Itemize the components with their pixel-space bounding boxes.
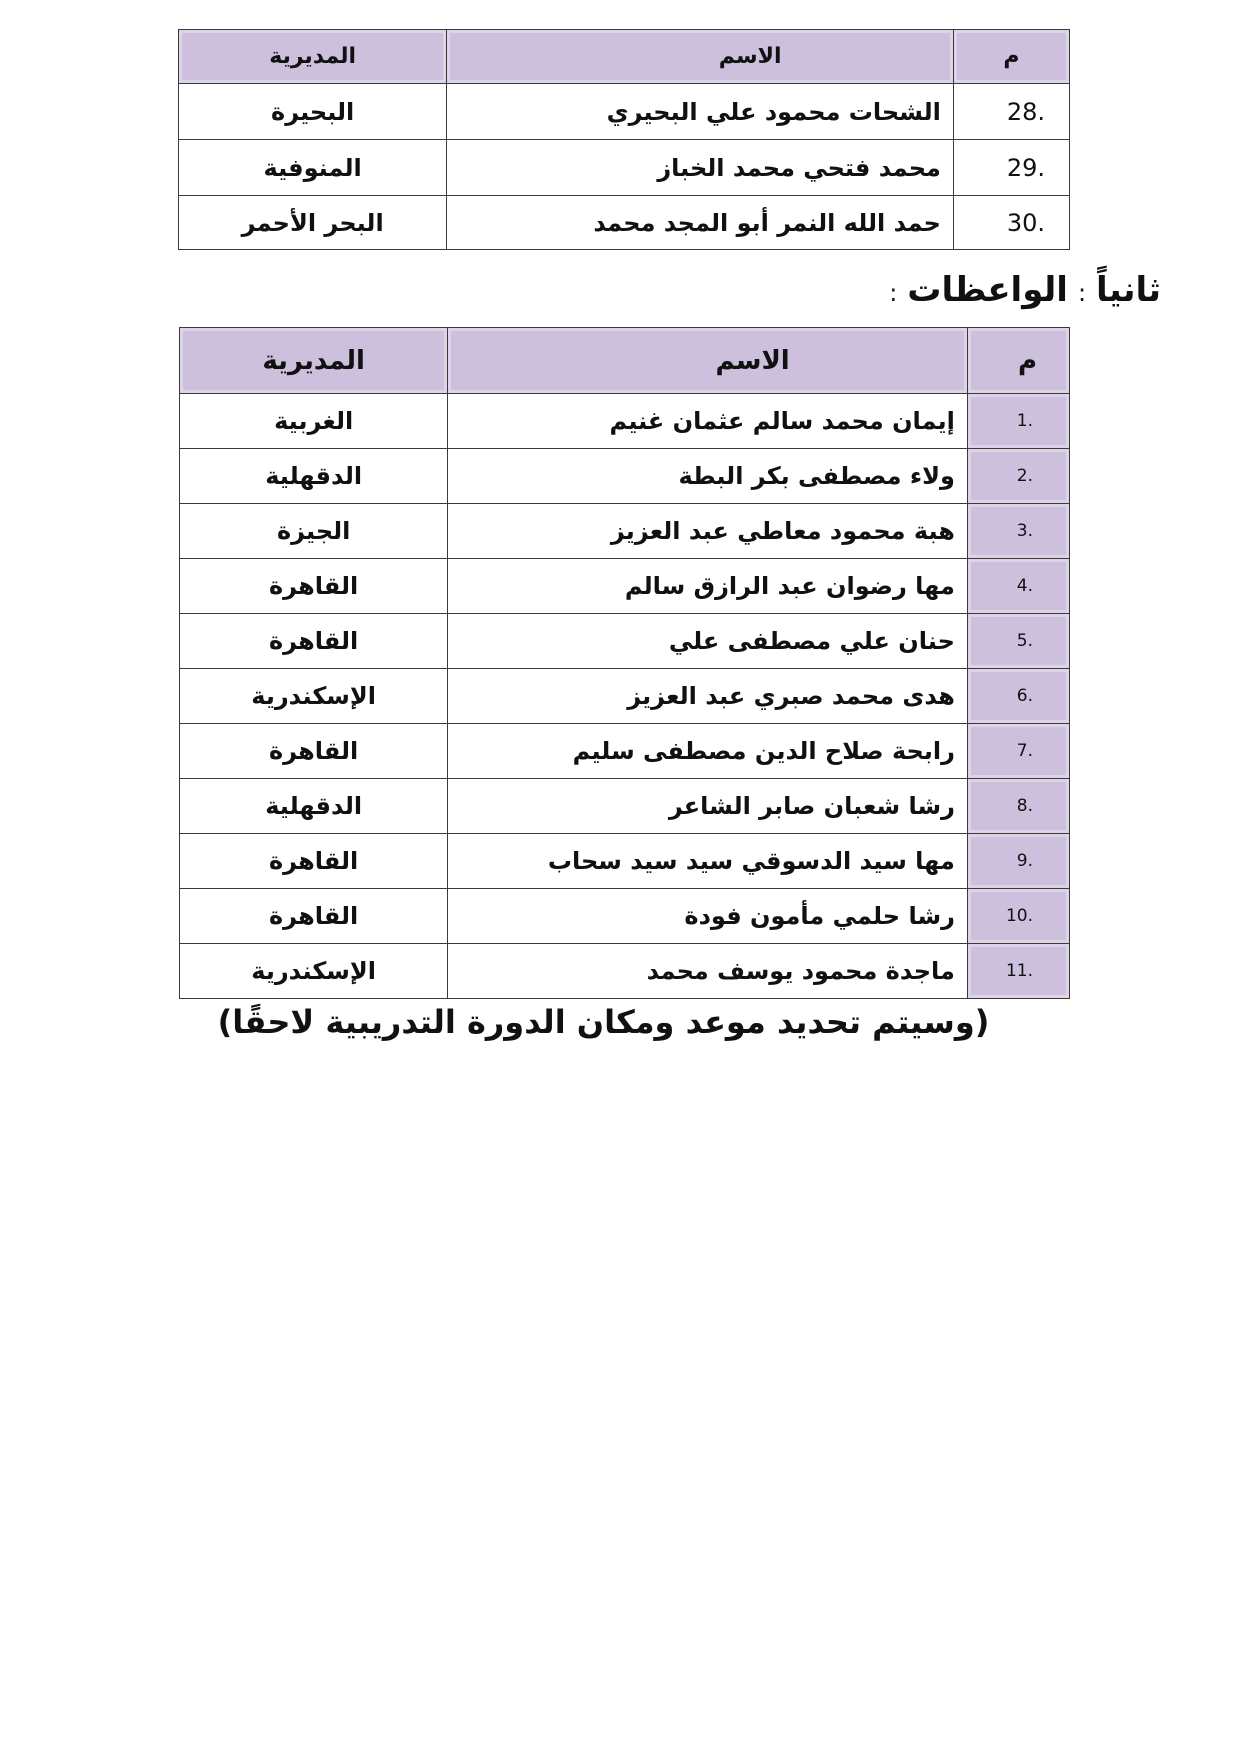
row-number: 10. (967, 889, 1069, 944)
previous-list-table (178, 29, 1070, 250)
table-row (179, 140, 1070, 196)
row-name: حنان علي مصطفى علي (448, 614, 968, 669)
row-name: هدى محمد صبري عبد العزيز (448, 669, 968, 724)
row-directorate: الإسكندرية (180, 669, 448, 724)
row-name: مها سيد الدسوقي سيد سيد سحاب (448, 834, 968, 889)
row-number: 9. (967, 834, 1069, 889)
table-row (180, 724, 1070, 779)
row-name: ماجدة محمود يوسف محمد (448, 944, 968, 999)
table-row (180, 614, 1070, 669)
row-number: 2. (967, 449, 1069, 504)
row-number: 6. (967, 669, 1069, 724)
row-directorate: الإسكندرية (180, 944, 448, 999)
table-row (179, 84, 1070, 140)
row-directorate: الدقهلية (180, 449, 448, 504)
row-number: 28. (953, 84, 1069, 140)
table-header-row (180, 328, 1070, 394)
header-directorate: المديرية (179, 30, 447, 84)
header-number: م (953, 30, 1069, 84)
row-directorate: القاهرة (180, 724, 448, 779)
row-name: إيمان محمد سالم عثمان غنيم (448, 394, 968, 449)
table-header-row (179, 30, 1070, 84)
row-number: 4. (967, 559, 1069, 614)
table-row (180, 449, 1070, 504)
row-directorate: المنوفية (179, 140, 447, 196)
row-directorate: القاهرة (180, 559, 448, 614)
section-heading (889, 270, 1161, 310)
row-directorate: البحيرة (179, 84, 447, 140)
row-number: 30. (953, 196, 1069, 250)
row-name: رشا حلمي مأمون فودة (448, 889, 968, 944)
footer-note: (وسيتم تحديد موعد ومكان الدورة التدريبية لاحقًا) (217, 1003, 990, 1041)
table-row (180, 559, 1070, 614)
row-name: محمد فتحي محمد الخباز (447, 140, 954, 196)
row-name: حمد الله النمر أبو المجد محمد (447, 196, 954, 250)
row-directorate: الدقهلية (180, 779, 448, 834)
row-directorate: القاهرة (180, 889, 448, 944)
row-number: 5. (967, 614, 1069, 669)
table-row (180, 669, 1070, 724)
row-name: ولاء مصطفى بكر البطة (448, 449, 968, 504)
header-number: م (967, 328, 1069, 394)
row-number: 29. (953, 140, 1069, 196)
row-name: رشا شعبان صابر الشاعر (448, 779, 968, 834)
table-row (180, 779, 1070, 834)
row-name: الشحات محمود علي البحيري (447, 84, 954, 140)
row-number: 8. (967, 779, 1069, 834)
row-name: رابحة صلاح الدين مصطفى سليم (448, 724, 968, 779)
row-directorate: البحر الأحمر (179, 196, 447, 250)
section-suffix: : (889, 279, 898, 307)
table-row (180, 394, 1070, 449)
preachers-table (179, 327, 1070, 999)
row-directorate: القاهرة (180, 614, 448, 669)
row-directorate: الجيزة (180, 504, 448, 559)
row-number: 11. (967, 944, 1069, 999)
section-prefix: ثانياً (1096, 270, 1161, 310)
table-row (180, 944, 1070, 999)
table-row (180, 504, 1070, 559)
header-name: الاسم (448, 328, 968, 394)
table-row (180, 889, 1070, 944)
section-separator: : (1077, 279, 1087, 307)
row-number: 1. (967, 394, 1069, 449)
table-row (179, 196, 1070, 250)
row-directorate: الغربية (180, 394, 448, 449)
row-name: مها رضوان عبد الرازق سالم (448, 559, 968, 614)
row-number: 3. (967, 504, 1069, 559)
section-title: الواعظات (907, 270, 1068, 310)
header-directorate: المديرية (180, 328, 448, 394)
row-directorate: القاهرة (180, 834, 448, 889)
table-row (180, 834, 1070, 889)
row-number: 7. (967, 724, 1069, 779)
row-name: هبة محمود معاطي عبد العزيز (448, 504, 968, 559)
header-name: الاسم (447, 30, 954, 84)
